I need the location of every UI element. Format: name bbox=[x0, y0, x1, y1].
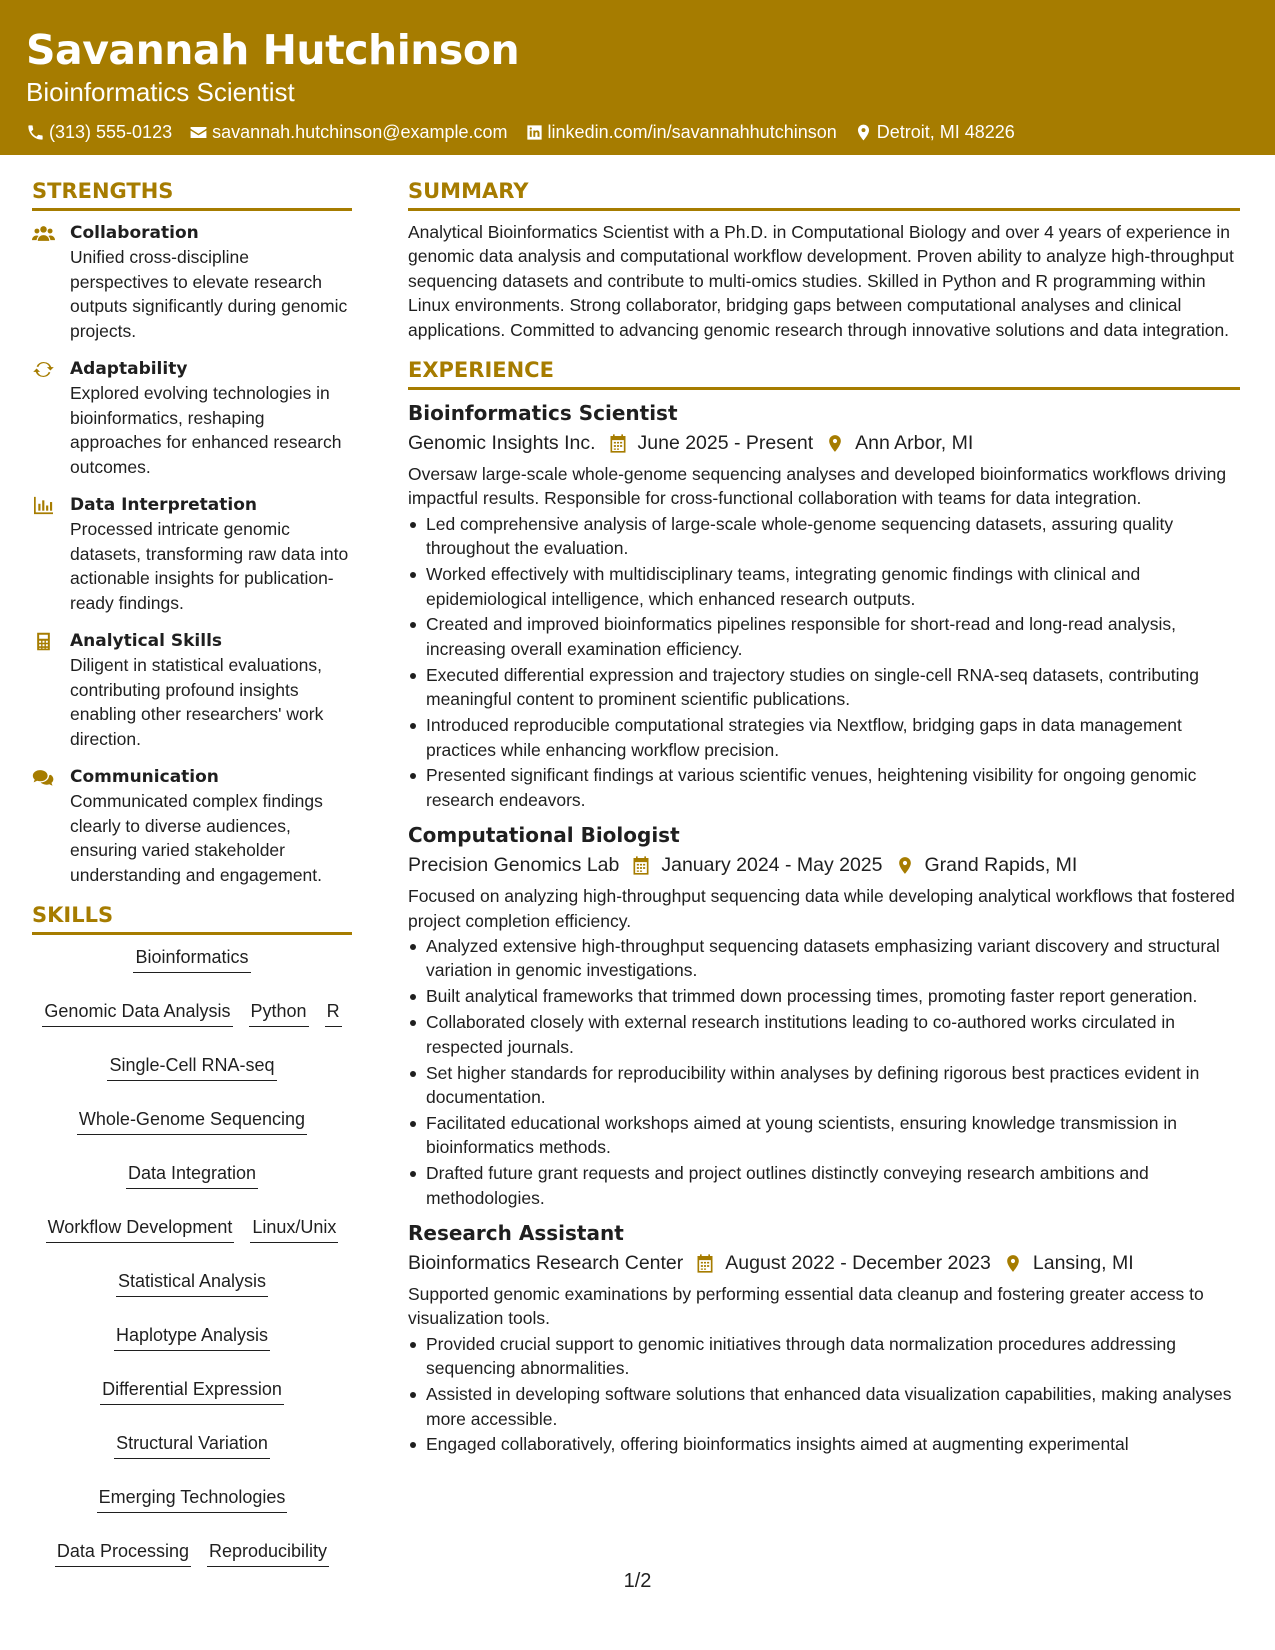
right-column bbox=[408, 177, 1240, 1458]
strength-item: Adaptability Explored evolving technologies in bioinformatics, reshaping approaches for enhanced research outcomes. bbox=[32, 357, 352, 479]
summary-heading: SUMMARY bbox=[408, 177, 1240, 211]
summary-text: Analytical Bioinformatics Scientist with a Ph.D. in Computational Biology and over 4 years of experience in genomic data analysis and computational workflow development. Proven ability to analyze high-throughput sequencing datasets and contribute to multi-omics studies. Skilled in Python and R programming within Linux environments. Strong collaborator, bridging gaps between computational analyses and clinical applications. Committed to advancing genomic research through innovative solutions and data integration. bbox=[408, 222, 1234, 340]
skill-tag: Haplotype Analysis bbox=[114, 1323, 270, 1351]
job-meta bbox=[408, 1249, 1240, 1277]
skill-tag: Single-Cell RNA-seq bbox=[107, 1053, 276, 1081]
job-bullet: Facilitated educational workshops aimed at young scientists, ensuring knowledge transmission in bioinformatics methods. bbox=[408, 1111, 1240, 1160]
contact-linkedin[interactable]: linkedin.com/in/savannahhutchinson bbox=[525, 122, 837, 143]
map-pin-icon bbox=[895, 855, 915, 876]
strengths-heading: STRENGTHS bbox=[32, 177, 352, 211]
job-company: Bioinformatics Research Center bbox=[408, 1252, 684, 1274]
job-bullets bbox=[408, 1332, 1240, 1457]
map-pin-icon bbox=[854, 123, 873, 142]
job-title: Research Assistant bbox=[408, 1221, 624, 1245]
calendar-icon bbox=[695, 1253, 715, 1274]
job-company: Genomic Insights Inc. bbox=[408, 432, 596, 455]
job-entry bbox=[408, 399, 1240, 812]
strengths-list bbox=[32, 221, 352, 887]
skill-tag: R bbox=[325, 999, 342, 1027]
job-dates: January 2024 - May 2025 bbox=[661, 854, 883, 877]
job-meta bbox=[408, 429, 1240, 457]
chat-icon bbox=[32, 768, 55, 787]
job-bullet: Created and improved bioinformatics pipelines responsible for short-read and long-read analysis, increasing overall examination efficiency. bbox=[408, 612, 1240, 661]
job-entry bbox=[408, 821, 1240, 1210]
job-description: Focused on analyzing high-throughput sequencing data while developing analytical workflows that fostered project completion efficiency. bbox=[408, 886, 1235, 931]
skill-tag: Emerging Technologies bbox=[97, 1485, 288, 1513]
skill-tag: Genomic Data Analysis bbox=[42, 999, 232, 1027]
job-entry bbox=[408, 1219, 1240, 1457]
skill-tag: Workflow Development bbox=[46, 1215, 235, 1243]
skill-tag: Differential Expression bbox=[100, 1377, 284, 1405]
job-bullet: Led comprehensive analysis of large-scale whole-genome sequencing datasets, assuring quality throughout the evaluation. bbox=[408, 512, 1240, 561]
job-dates: June 2025 - Present bbox=[637, 432, 814, 455]
users-icon bbox=[32, 224, 55, 243]
job-bullet: Presented significant findings at various scientific venues, heightening visibility for ongoing genomic research endeavors. bbox=[408, 763, 1240, 812]
strength-item: Data Interpretation Processed intricate genomic datasets, transforming raw data into actionable insights for publication-ready findings. bbox=[32, 493, 352, 615]
job-bullet: Built analytical frameworks that trimmed down processing times, promoting faster report generation. bbox=[408, 984, 1240, 1008]
linkedin-icon bbox=[525, 123, 544, 142]
refresh-icon bbox=[32, 360, 55, 379]
strength-item: Communication Communicated complex findings clearly to diverse audiences, ensuring varied stakeholder understanding and engagement. bbox=[32, 765, 352, 887]
job-title: Bioinformatics Scientist bbox=[408, 401, 678, 426]
job-bullet: Analyzed extensive high-throughput sequencing datasets emphasizing variant discovery and structural variation in genomic investigations. bbox=[408, 934, 1240, 983]
map-pin-icon bbox=[825, 433, 845, 454]
job-bullet: Executed differential expression and trajectory studies on single-cell RNA-seq datasets, contributing meaningful content to prominent scientific publications. bbox=[408, 663, 1240, 712]
job-bullet: Assisted in developing software solutions that enhanced data visualization capabilities, making analyses more accessible. bbox=[408, 1382, 1240, 1431]
job-bullet: Introduced reproducible computational strategies via Nextflow, bridging gaps in data management practices while enhancing workflow precision. bbox=[408, 713, 1240, 762]
skill-tag: Data Integration bbox=[126, 1161, 258, 1189]
skill-tag: Whole-Genome Sequencing bbox=[77, 1107, 307, 1135]
candidate-role: Bioinformatics Scientist bbox=[26, 77, 295, 107]
contact-bar bbox=[26, 122, 1249, 143]
job-description: Oversaw large-scale whole-genome sequencing analyses and developed bioinformatics workflows driving impactful results. Responsible for cross-functional collaboration with teams for data integration. bbox=[408, 464, 1227, 509]
job-dates: August 2022 - December 2023 bbox=[725, 1252, 991, 1274]
job-bullet: Collaborated closely with external research institutions leading to co-authored works circulated in respected journals. bbox=[408, 1010, 1240, 1059]
skill-tag: Structural Variation bbox=[114, 1431, 270, 1459]
job-company: Precision Genomics Lab bbox=[408, 854, 620, 877]
job-location: Lansing, MI bbox=[1032, 1252, 1134, 1274]
envelope-icon bbox=[189, 123, 208, 142]
resume-header bbox=[0, 0, 1275, 155]
candidate-name: Savannah Hutchinson bbox=[26, 26, 520, 74]
job-description: Supported genomic examinations by performing essential data cleanup and fostering greater access to visualization tools. bbox=[408, 1284, 1204, 1329]
calculator-icon bbox=[32, 632, 55, 651]
calendar-icon bbox=[631, 855, 651, 876]
job-bullet: Provided crucial support to genomic initiatives through data normalization procedures addressing sequencing abnormalities. bbox=[408, 1332, 1240, 1381]
skill-tag: Bioinformatics bbox=[133, 945, 250, 973]
skill-tag: Statistical Analysis bbox=[116, 1269, 268, 1297]
job-bullet: Set higher standards for reproducibility within analyses by defining rigorous best practices evident in documentation. bbox=[408, 1061, 1240, 1110]
skill-tag: Reproducibility bbox=[207, 1539, 329, 1567]
skill-tag: Python bbox=[249, 999, 309, 1027]
experience-heading: EXPERIENCE bbox=[408, 356, 1240, 390]
contact-location: Detroit, MI 48226 bbox=[854, 122, 1015, 143]
bar-chart-icon bbox=[32, 496, 55, 515]
job-location: Ann Arbor, MI bbox=[855, 432, 974, 455]
skills-list bbox=[32, 945, 352, 1567]
page-number: 1/2 bbox=[623, 1570, 652, 1592]
job-bullet: Worked effectively with multidisciplinary teams, integrating genomic findings with clinical and epidemiological intelligence, which enhanced research outputs. bbox=[408, 562, 1240, 611]
skill-tag: Linux/Unix bbox=[250, 1215, 338, 1243]
job-bullet: Engaged collaboratively, offering bioinformatics insights aimed at augmenting experimental bbox=[408, 1432, 1240, 1456]
job-bullets bbox=[408, 934, 1240, 1210]
map-pin-icon bbox=[1003, 1253, 1023, 1274]
job-meta bbox=[408, 851, 1240, 879]
contact-phone[interactable]: (313) 555-0123 bbox=[26, 122, 172, 143]
left-column bbox=[32, 177, 352, 1567]
calendar-icon bbox=[608, 433, 628, 454]
strength-item: Analytical Skills Diligent in statistical evaluations, contributing profound insights enabling other researchers' work direction. bbox=[32, 629, 352, 751]
job-bullets bbox=[408, 512, 1240, 812]
strength-item: Collaboration Unified cross-discipline perspectives to elevate research outputs significantly during genomic projects. bbox=[32, 221, 352, 343]
contact-email[interactable]: savannah.hutchinson@example.com bbox=[189, 122, 507, 143]
skills-heading: SKILLS bbox=[32, 901, 352, 935]
job-location: Grand Rapids, MI bbox=[924, 854, 1078, 877]
job-title: Computational Biologist bbox=[408, 823, 680, 848]
phone-icon bbox=[26, 123, 45, 142]
job-bullet: Drafted future grant requests and project outlines distinctly conveying research ambitions and methodologies. bbox=[408, 1161, 1240, 1210]
skill-tag: Data Processing bbox=[55, 1539, 191, 1567]
